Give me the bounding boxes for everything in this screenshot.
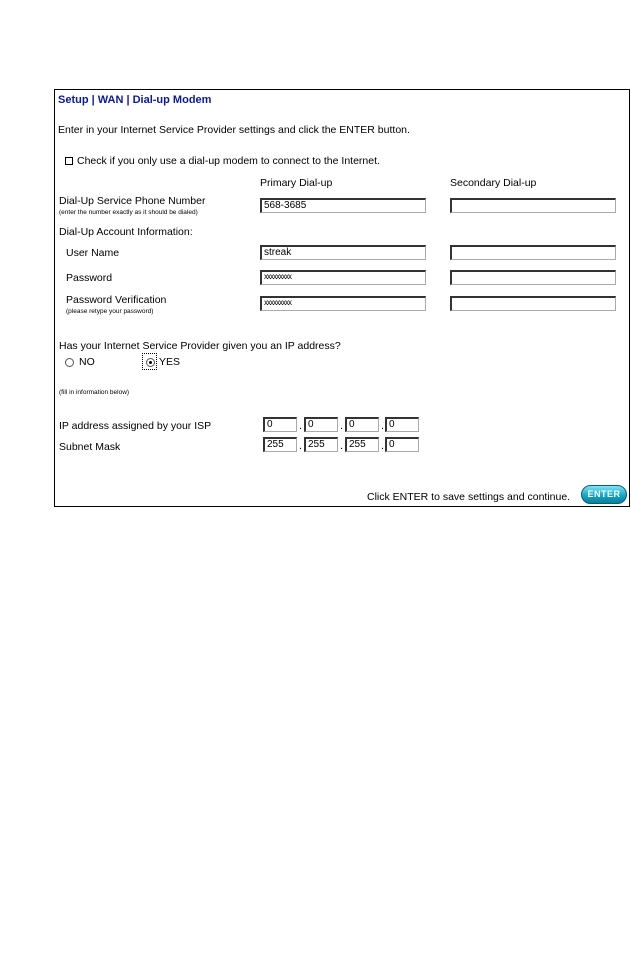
- account-info-heading: Dial-Up Account Information:: [59, 226, 193, 238]
- mask-octet-4[interactable]: 0: [385, 437, 419, 452]
- ip-dot-separator: .: [381, 420, 385, 432]
- ip-yes-radio[interactable]: [146, 358, 155, 367]
- ip-address-label: IP address assigned by your ISP: [59, 420, 212, 432]
- ip-octet-2[interactable]: 0: [304, 417, 338, 432]
- intro-text: Enter in your Internet Service Provider settings and click the ENTER button.: [58, 124, 410, 136]
- secondary-password-verify-input[interactable]: [450, 296, 616, 311]
- primary-password-verify-input[interactable]: xxxxxxxxx: [260, 296, 426, 311]
- mask-dot-separator: .: [340, 440, 344, 452]
- ip-question: Has your Internet Service Provider given you an IP address?: [59, 340, 341, 352]
- password-verification-label: Password Verification: [66, 294, 167, 306]
- dialup-settings-panel: [54, 89, 630, 507]
- primary-phone-input[interactable]: 568-3685: [260, 198, 426, 213]
- primary-dialup-header: Primary Dial-up: [260, 177, 333, 189]
- secondary-username-input[interactable]: [450, 245, 616, 260]
- ip-octet-4[interactable]: 0: [385, 417, 419, 432]
- ip-no-label: NO: [79, 356, 95, 368]
- breadcrumb: Setup | WAN | Dial-up Modem: [58, 94, 212, 106]
- password-verification-hint: (please retype your password): [66, 308, 154, 315]
- mask-octet-1[interactable]: 255: [263, 437, 297, 452]
- username-label: User Name: [66, 247, 120, 259]
- ip-no-radio[interactable]: [65, 358, 74, 367]
- primary-password-input[interactable]: xxxxxxxxx: [260, 270, 426, 285]
- mask-octet-2[interactable]: 255: [304, 437, 338, 452]
- ip-octet-3[interactable]: 0: [345, 417, 379, 432]
- password-label: Password: [66, 272, 113, 284]
- ip-octet-1[interactable]: 0: [263, 417, 297, 432]
- secondary-password-input[interactable]: [450, 270, 616, 285]
- secondary-phone-input[interactable]: [450, 198, 616, 213]
- enter-button[interactable]: ENTER: [581, 485, 627, 504]
- footer-instruction: Click ENTER to save settings and continue.: [367, 491, 571, 503]
- mask-dot-separator: .: [299, 440, 303, 452]
- secondary-dialup-header: Secondary Dial-up: [450, 177, 537, 189]
- primary-username-input[interactable]: streak: [260, 245, 426, 260]
- dialup-only-label: Check if you only use a dial-up modem to connect to the Internet.: [77, 155, 380, 167]
- dialup-only-checkbox[interactable]: [65, 157, 73, 165]
- phone-number-hint: (enter the number exactly as it should be dialed): [59, 209, 198, 216]
- ip-dot-separator: .: [340, 420, 344, 432]
- mask-octet-3[interactable]: 255: [345, 437, 379, 452]
- subnet-mask-label: Subnet Mask: [59, 441, 121, 453]
- fill-in-note: (fill in information below): [59, 389, 130, 396]
- mask-dot-separator: .: [381, 440, 385, 452]
- ip-yes-label: YES: [159, 356, 181, 368]
- phone-number-label: Dial-Up Service Phone Number: [59, 195, 206, 207]
- ip-dot-separator: .: [299, 420, 303, 432]
